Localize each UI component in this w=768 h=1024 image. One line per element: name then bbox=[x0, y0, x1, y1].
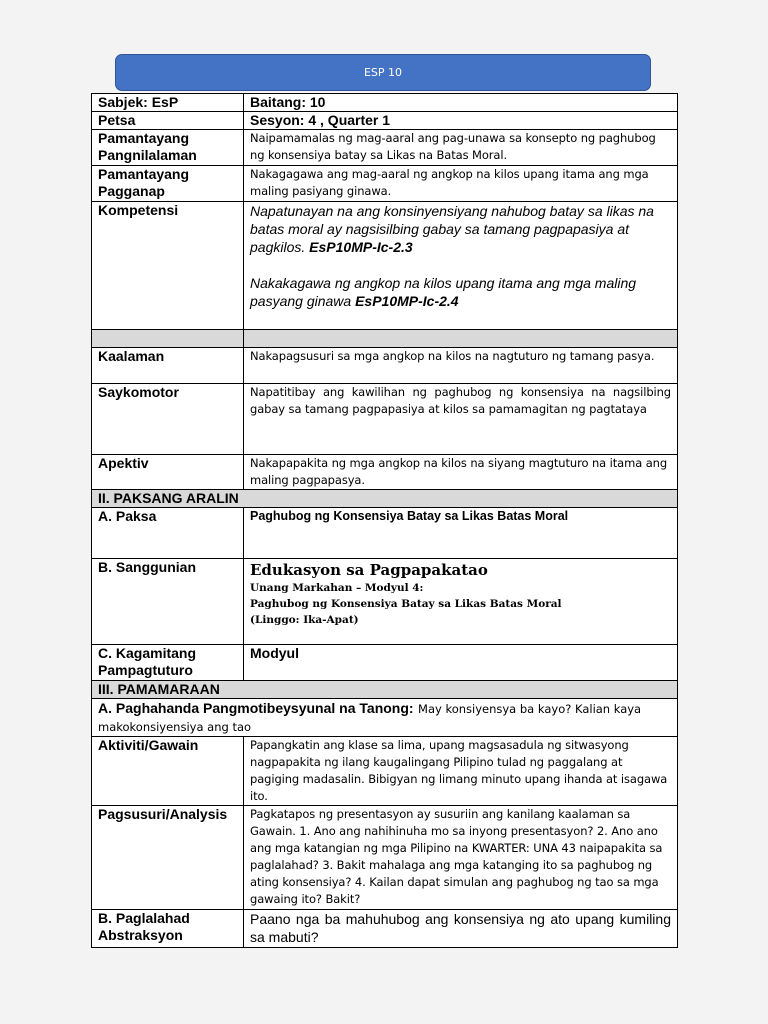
performance-standard-text: Nakagagawa ang mag-aaral ng angkop na kilos upang itama ang mga maling pasiyang ginawa. bbox=[244, 166, 678, 202]
content-standard-text: Naipamamalas ng mag-aaral ang pag-unawa sa konsepto ng paghubog ng konsensiya batay sa Likas na Batas Moral. bbox=[244, 130, 678, 166]
reference-topic: Paghubog ng Konsensiya Batay sa Likas Batas Moral bbox=[250, 598, 562, 610]
date-label: Petsa bbox=[92, 112, 244, 130]
motive-label: A. Paghahanda Pangmotibeysyunal na Tanong: bbox=[98, 700, 414, 716]
psychomotor-text: Napatitibay ang kawilihan ng paghubog ng konsensiya na nagsilbing gabay sa tamang pagpapasiya at kilos sa pamamagitan ng pagtataya bbox=[244, 384, 678, 455]
materials-text: Modyul bbox=[244, 645, 678, 681]
knowledge-label: Kaalaman bbox=[92, 348, 244, 384]
abstraction-label: B. Paglalahad Abstraksyon bbox=[92, 910, 244, 948]
activity-text: Papangkatin ang klase sa lima, upang magsasadula ng sitwasyong nagpapakita ng ilang kaugalingang Pilipino tulad ng paggalang at pagiging madasalin. Bibigyan ng limang minuto upang ihanda at isagawa ito. bbox=[244, 737, 678, 806]
reference-module: Unang Markahan – Modyul 4: bbox=[250, 582, 424, 594]
content-standard-label: Pamantayang Pangnilalaman bbox=[92, 130, 244, 166]
competency-1-text: Napatunayan na ang konsinyensiyang nahubog batay sa likas na batas moral ay nagsisilbing gabay sa tamang pagpapasiya at pagkilos. bbox=[250, 203, 654, 255]
reference-label: B. Sanggunian bbox=[92, 559, 244, 645]
competency-cell bbox=[244, 202, 678, 330]
table-row bbox=[92, 806, 678, 910]
topic-label: A. Paksa bbox=[92, 508, 244, 559]
session-value: Sesyon: 4 , Quarter 1 bbox=[244, 112, 678, 130]
competency-2-code: EsP10MP-Ic-2.4 bbox=[355, 293, 459, 309]
table-row bbox=[92, 910, 678, 948]
psychomotor-label: Saykomotor bbox=[92, 384, 244, 455]
grade-value: Baitang: 10 bbox=[244, 94, 678, 112]
knowledge-text: Nakapagsusuri sa mga angkop na kilos na nagtuturo ng tamang pasya. bbox=[244, 348, 678, 384]
subject-label: Sabjek: EsP bbox=[92, 94, 244, 112]
table-row bbox=[92, 202, 678, 330]
competency-2-text: Nakakagawa ng angkop na kilos upang itama ang mga maling pasyang ginawa bbox=[250, 275, 637, 309]
spacer-row bbox=[92, 330, 678, 348]
competency-1-code: EsP10MP-Ic-2.3 bbox=[309, 239, 413, 255]
topic-text: Paghubog ng Konsensiya Batay sa Likas Batas Moral bbox=[244, 508, 678, 559]
table-row bbox=[92, 645, 678, 681]
abstraction-text: Paano nga ba mahuhubog ang konsensiya ng ato upang kumiling sa mabuti? bbox=[244, 910, 678, 948]
motive-question-cell bbox=[92, 699, 678, 737]
table-row bbox=[92, 508, 678, 559]
header-title: ESP 10 bbox=[363, 66, 403, 79]
motive-question-text: May konsiyensya ba kayo? Kalian kaya makokonsiyensiya ang tao bbox=[98, 702, 642, 734]
reference-week: (Linggo: Ika-Apat) bbox=[250, 614, 359, 626]
lesson-plan-table bbox=[91, 93, 678, 948]
section-row bbox=[92, 681, 678, 699]
competency-label: Kompetensi bbox=[92, 202, 244, 330]
table-row bbox=[92, 559, 678, 645]
materials-label: C. Kagamitang Pampagtuturo bbox=[92, 645, 244, 681]
header-banner bbox=[115, 54, 651, 91]
affective-label: Apektiv bbox=[92, 455, 244, 490]
performance-standard-label: Pamantayang Pagganap bbox=[92, 166, 244, 202]
reference-title: Edukasyon sa Pagpapakatao bbox=[250, 561, 488, 579]
section-row bbox=[92, 490, 678, 508]
table-row bbox=[92, 166, 678, 202]
table-row bbox=[92, 130, 678, 166]
section-2-heading: II. PAKSANG ARALIN bbox=[92, 490, 678, 508]
table-row bbox=[92, 699, 678, 737]
analysis-text: Pagkatapos ng presentasyon ay susuriin ang kanilang kaalaman sa Gawain. 1. Ano ang nahihinuha mo sa inyong presentasyon? 2. Ano ano ang mga katangian ng mga Pilipino na KWARTER: UNA 43 naipapakita sa paglalahad? 3. Bakit mahalaga ang mga katanging ito sa paghubog ng ating konsensiya? 4. Kailan dapat simulan ang paghubog ng tao sa mga gawaing ito? Bakit? bbox=[244, 806, 678, 910]
section-3-heading: III. PAMAMARAAN bbox=[92, 681, 678, 699]
table-row bbox=[92, 348, 678, 384]
table-row bbox=[92, 737, 678, 806]
affective-text: Nakapapakita ng mga angkop na kilos na siyang magtuturo na itama ang maling pagpapasya. bbox=[244, 455, 678, 490]
table-row bbox=[92, 384, 678, 455]
table-row bbox=[92, 112, 678, 130]
table-row bbox=[92, 94, 678, 112]
table-row bbox=[92, 455, 678, 490]
analysis-label: Pagsusuri/Analysis bbox=[92, 806, 244, 910]
activity-label: Aktiviti/Gawain bbox=[92, 737, 244, 806]
reference-cell bbox=[244, 559, 678, 645]
